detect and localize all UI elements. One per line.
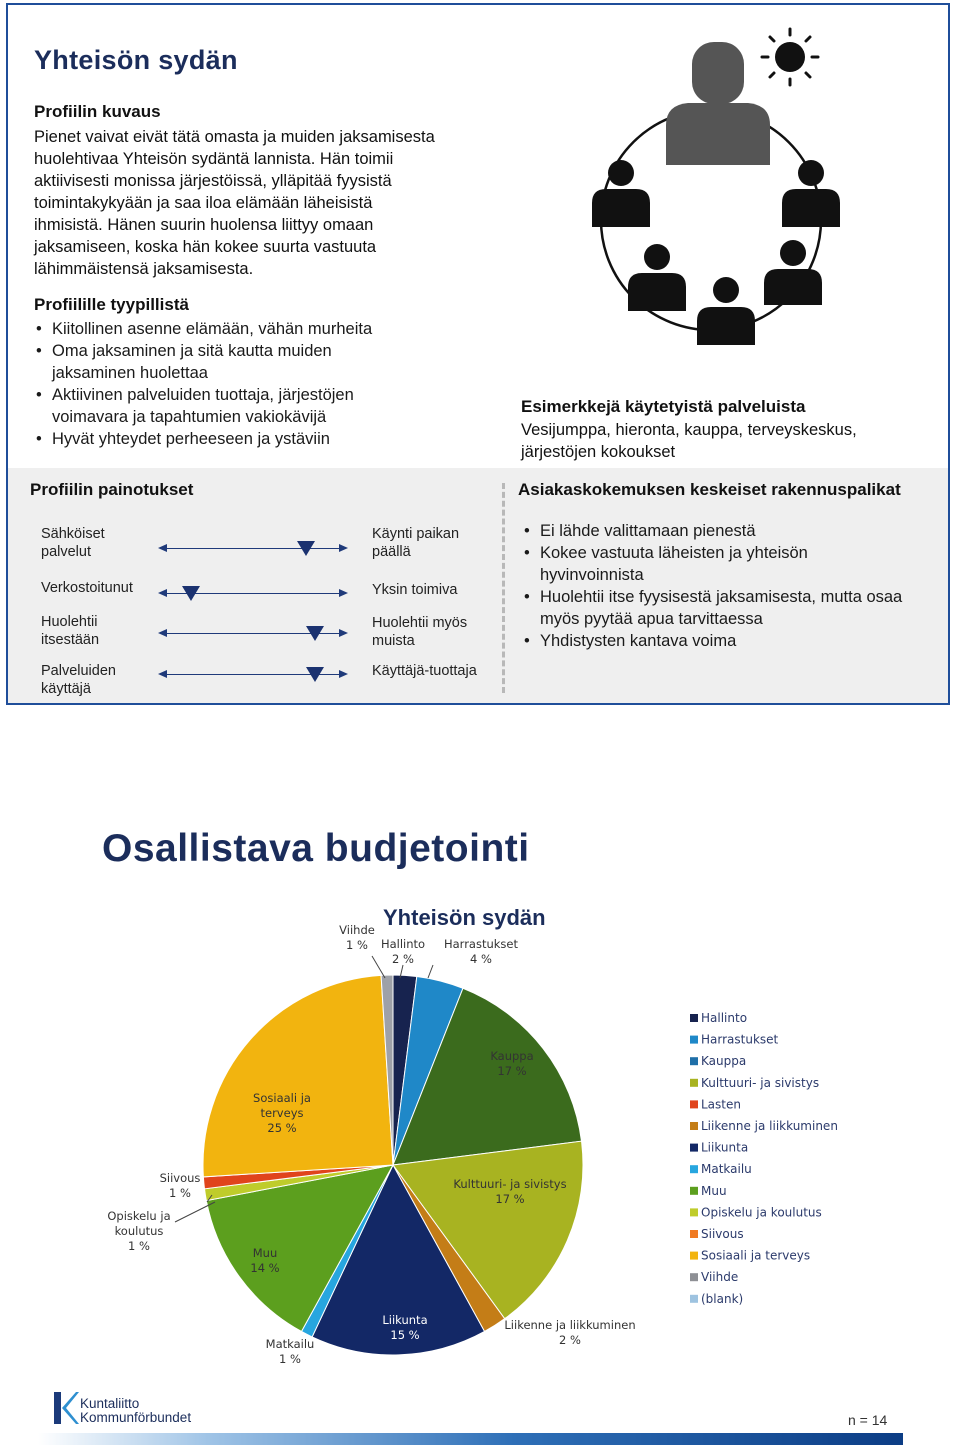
list-item: • Yhdistysten kantava voima bbox=[518, 630, 938, 652]
legend-swatch bbox=[690, 1122, 698, 1130]
arrow-right-icon bbox=[339, 544, 348, 552]
legend-swatch bbox=[690, 1273, 698, 1281]
legend-label: Viihde bbox=[701, 1270, 739, 1285]
arrow-right-icon bbox=[339, 670, 348, 678]
legend-label: Opiskelu ja koulutus bbox=[701, 1205, 822, 1220]
services-text: Vesijumppa, hieronta, kauppa, terveyskeskus, järjestöjen kokoukset bbox=[521, 421, 857, 461]
footer-bar bbox=[38, 1433, 903, 1445]
emphasis-scale-1 bbox=[158, 583, 348, 603]
chart-title: Yhteisön sydän bbox=[383, 905, 546, 930]
emphasis-scale-3 bbox=[158, 664, 348, 684]
scale-right-label: Yksin toimiva bbox=[372, 582, 458, 598]
legend-label: Matkailu bbox=[701, 1162, 752, 1177]
legend-label: Muu bbox=[701, 1183, 727, 1198]
legend-swatch bbox=[690, 1014, 698, 1022]
pie-data-label: Harrastukset 4 % bbox=[443, 937, 519, 966]
list-item: • Hyvät yhteydet perheeseen ja ystäviin bbox=[34, 428, 504, 450]
pie-data-label: Sosiaali ja terveys 25 % bbox=[253, 1091, 311, 1135]
budget-title: Osallistava budjetointi bbox=[102, 827, 530, 870]
community-illustration bbox=[568, 15, 848, 345]
scale-left-label: Palveluiden käyttäjä bbox=[41, 663, 116, 697]
legend-swatch bbox=[690, 1252, 698, 1260]
emphasis-scale-0 bbox=[158, 538, 348, 558]
list-item: • Aktiivinen palveluiden tuottaja, järjestöjen voimavara ja tapahtumien vakiokävijä bbox=[34, 384, 382, 428]
legend-swatch bbox=[690, 1100, 698, 1108]
sun-icon bbox=[762, 29, 818, 85]
description-line: ihmisistä. Hänen suurin huolensa liittyy omaan bbox=[34, 216, 374, 234]
scale-left-label: Sähköiset palvelut bbox=[41, 526, 105, 560]
list-item: • Ei lähde valittamaan pienestä bbox=[518, 520, 938, 542]
person-icon bbox=[764, 240, 822, 305]
pie-chart bbox=[0, 920, 960, 1390]
scale-marker-icon bbox=[297, 541, 315, 556]
leader-line bbox=[372, 956, 385, 978]
person-icon bbox=[628, 244, 686, 311]
person-icon bbox=[697, 277, 755, 345]
pie-data-label: Muu 14 % bbox=[250, 1246, 280, 1275]
kuntaliitto-logo-icon bbox=[52, 1390, 80, 1426]
list-item: • Huolehtii itse fyysisestä jaksamisesta, mutta osaa myös pyytää apua tarvittaessa bbox=[518, 586, 930, 630]
legend-swatch bbox=[690, 1187, 698, 1195]
person-icon bbox=[782, 160, 840, 227]
legend-label: Hallinto bbox=[701, 1011, 748, 1025]
legend-swatch bbox=[690, 1144, 698, 1152]
pie-data-label: Hallinto 2 % bbox=[380, 937, 426, 966]
scale-right-label: Huolehtii myös muista bbox=[372, 615, 468, 649]
pie-slice bbox=[203, 975, 393, 1177]
legend-swatch bbox=[690, 1057, 698, 1065]
scale-right-label: Käyttäjä-tuottaja bbox=[372, 663, 477, 679]
pie-data-label: Kulttuuri- ja sivistys 17 % bbox=[453, 1177, 567, 1206]
legend-swatch bbox=[690, 1230, 698, 1238]
pie-data-label: Siivous 1 % bbox=[159, 1171, 201, 1200]
legend-label: Liikunta bbox=[701, 1140, 749, 1155]
description-line: aktiivisesti monissa järjestöissä, ylläpitää fyysistä bbox=[34, 172, 392, 190]
blocks-heading: Asiakaskokemuksen keskeiset rakennuspalikat bbox=[518, 480, 901, 499]
person-icon bbox=[666, 42, 770, 165]
pie-data-label: Liikenne ja liikkuminen 2 % bbox=[504, 1318, 636, 1347]
legend-label: Lasten bbox=[701, 1097, 741, 1112]
leader-line bbox=[428, 965, 433, 978]
description-line: jaksamiseen, koska hän kokee suurta vastuuta bbox=[34, 238, 377, 256]
legend-label: (blank) bbox=[701, 1291, 744, 1306]
legend-label: Sosiaali ja terveys bbox=[701, 1248, 811, 1263]
emphasis-scale-2 bbox=[158, 623, 348, 643]
legend-swatch bbox=[690, 1295, 698, 1303]
scale-left-label: Verkostoitunut bbox=[41, 580, 133, 596]
profile-card bbox=[6, 3, 950, 705]
legend-swatch bbox=[690, 1165, 698, 1173]
scale-marker-icon bbox=[306, 667, 324, 682]
services-heading: Esimerkkejä käytetyistä palveluista bbox=[521, 397, 806, 416]
description-line: lähimmäistensä jaksamisesta. bbox=[34, 260, 254, 278]
legend-label: Liikenne ja liikkuminen bbox=[701, 1119, 838, 1133]
list-item: • Oma jaksaminen ja sitä kautta muiden jaksaminen huolettaa bbox=[34, 340, 352, 384]
scale-marker-icon bbox=[306, 626, 324, 641]
blocks-list bbox=[518, 520, 938, 652]
logo-line: Kommunförbundet bbox=[80, 1410, 192, 1425]
divider bbox=[502, 483, 505, 693]
description-heading: Profiilin kuvaus bbox=[34, 102, 161, 121]
legend-swatch bbox=[690, 1079, 698, 1087]
arrow-right-icon bbox=[339, 629, 348, 637]
pie-data-label: Viihde 1 % bbox=[339, 923, 375, 952]
pie-data-label: Liikunta 15 % bbox=[382, 1313, 428, 1342]
legend-swatch bbox=[690, 1036, 698, 1044]
legend-label: Siivous bbox=[701, 1227, 744, 1241]
logo-text bbox=[80, 1397, 191, 1425]
legend-label: Kulttuuri- ja sivistys bbox=[701, 1075, 820, 1090]
pie-data-label: Opiskelu ja koulutus 1 % bbox=[107, 1209, 171, 1253]
pie-data-label: Kauppa 17 % bbox=[490, 1049, 534, 1078]
logo-line: Kuntaliitto bbox=[80, 1396, 140, 1411]
emphasis-scales bbox=[8, 5, 498, 705]
legend-label: Kauppa bbox=[701, 1054, 747, 1069]
typical-heading: Profiilille tyypillistä bbox=[34, 295, 189, 314]
pie-data-label: Matkailu 1 % bbox=[265, 1337, 315, 1366]
legend-label: Harrastukset bbox=[701, 1032, 779, 1047]
scale-right-label: Käynti paikan päällä bbox=[372, 526, 460, 560]
profile-title: Yhteisön sydän bbox=[34, 45, 238, 75]
arrow-right-icon bbox=[339, 589, 348, 597]
person-icon bbox=[592, 160, 650, 227]
description-line: huolehtivaa Yhteisön sydäntä lannista. Hän toimii bbox=[34, 150, 394, 168]
scale-marker-icon bbox=[182, 586, 200, 601]
scale-left-label: Huolehtii itsestään bbox=[41, 614, 100, 648]
list-item: • Kokee vastuuta läheisten ja yhteisön hyvinvoinnista bbox=[518, 542, 860, 586]
description-line: Pienet vaivat eivät tätä omasta ja muiden jaksamisesta bbox=[34, 128, 435, 146]
emphasis-heading: Profiilin painotukset bbox=[30, 480, 194, 499]
sample-size-label: n = 14 bbox=[848, 1412, 888, 1428]
legend-swatch bbox=[690, 1208, 698, 1216]
list-item: • Kiitollinen asenne elämään, vähän murheita bbox=[34, 318, 504, 340]
description-line: toimintakykyään ja saa iloa elämään läheisistä bbox=[34, 194, 373, 212]
